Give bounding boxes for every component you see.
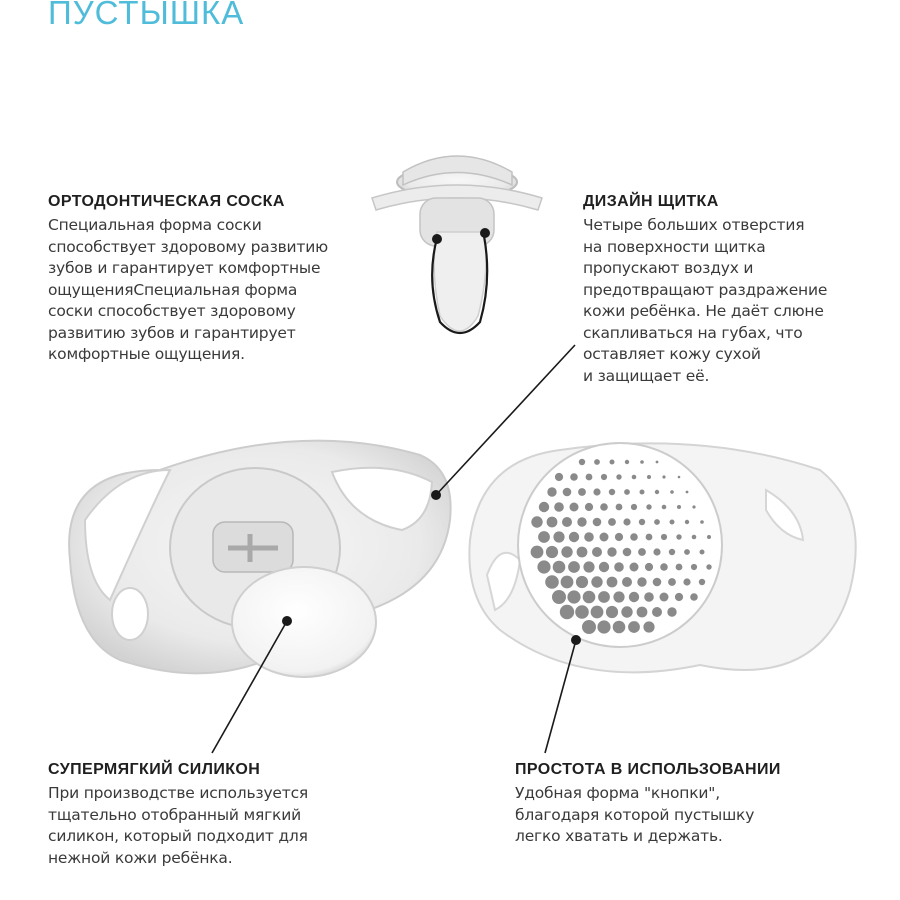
- dot-pattern-mark: [555, 473, 563, 481]
- dot-pattern-mark: [660, 563, 668, 571]
- dot-pattern-mark: [675, 593, 683, 601]
- dot-pattern-mark: [640, 490, 645, 495]
- dot-pattern-mark: [640, 460, 644, 464]
- dot-pattern-mark: [545, 575, 559, 589]
- dot-pattern-mark: [707, 535, 711, 539]
- dot-pattern-mark: [638, 548, 646, 556]
- dot-pattern-mark: [562, 517, 572, 527]
- dot-pattern-mark: [597, 620, 610, 633]
- feature-shield: [583, 193, 873, 387]
- feature-easy-use-text: Удобная форма "кнопки", благодаря которой пустышку легко хватать и держать.: [515, 784, 755, 845]
- dot-pattern-mark: [615, 533, 623, 541]
- feature-easy-use-heading: ПРОСТОТА В ИСПОЛЬЗОВАНИИ: [515, 761, 781, 778]
- dot-pattern-mark: [654, 519, 660, 525]
- dot-pattern-mark: [616, 474, 621, 479]
- dot-pattern-mark: [676, 564, 683, 571]
- dot-pattern-mark: [560, 605, 574, 619]
- dot-pattern-mark: [553, 531, 564, 542]
- dot-pattern-mark: [637, 607, 648, 618]
- dot-pattern-mark: [623, 518, 630, 525]
- dot-pattern-mark: [637, 577, 646, 586]
- dot-pattern-mark: [577, 517, 586, 526]
- dot-pattern-mark: [646, 504, 651, 509]
- pacifier-clear-front: [69, 441, 451, 677]
- dot-pattern-mark: [662, 505, 667, 510]
- dot-pattern-mark: [537, 560, 550, 573]
- dot-pattern-mark: [700, 520, 704, 524]
- dot-pattern-mark: [568, 561, 580, 573]
- dot-pattern-mark: [576, 576, 588, 588]
- feature-orthodontic-text: Специальная форма соски способствует здоровому развитию зубов и гарантирует комфортные ощущенияСпециальная форма соски способствует здоровому развитию зубов и гарантирует комфортные ощущения.: [48, 216, 328, 363]
- dot-pattern-mark: [652, 607, 662, 617]
- dot-pattern-mark: [647, 475, 651, 479]
- dot-pattern-mark: [653, 548, 660, 555]
- dot-pattern-mark: [623, 548, 632, 557]
- dot-pattern-mark: [655, 490, 659, 494]
- dot-pattern-mark: [539, 502, 549, 512]
- feature-silicone-heading: СУПЕРМЯГКИЙ СИЛИКОН: [48, 761, 261, 778]
- dot-pattern-mark: [591, 606, 604, 619]
- feature-shield-heading: ДИЗАЙН ЩИТКА: [583, 193, 719, 210]
- dot-pattern-mark: [607, 577, 618, 588]
- dot-pattern-mark: [554, 502, 564, 512]
- dot-pattern-mark: [690, 593, 698, 601]
- dot-pattern-mark: [613, 591, 624, 602]
- dot-pattern-mark: [644, 592, 654, 602]
- dot-pattern-mark: [575, 605, 589, 619]
- dot-pattern-mark: [531, 516, 542, 527]
- dot-pattern-mark: [686, 491, 689, 494]
- dot-pattern-mark: [670, 520, 675, 525]
- dot-pattern-mark: [700, 550, 705, 555]
- dot-pattern-mark: [684, 549, 690, 555]
- dot-pattern-mark: [594, 459, 600, 465]
- dot-pattern-mark: [569, 532, 579, 542]
- dot-pattern-mark: [583, 561, 594, 572]
- dot-pattern-mark: [645, 563, 653, 571]
- dot-pattern-mark: [592, 547, 602, 557]
- dot-pattern-mark: [629, 592, 639, 602]
- dot-pattern-mark: [598, 591, 610, 603]
- dot-pattern-mark: [685, 520, 689, 524]
- dot-pattern-mark: [646, 534, 653, 541]
- dot-pattern-mark: [661, 534, 667, 540]
- dot-pattern-mark: [610, 460, 615, 465]
- dot-pattern-mark: [578, 488, 586, 496]
- pacifier-dotted: [469, 443, 855, 672]
- dot-pattern-mark: [585, 503, 593, 511]
- dot-pattern-mark: [552, 590, 566, 604]
- feature-silicone: [48, 761, 378, 869]
- feature-easy-use: [515, 761, 875, 848]
- dot-pattern-mark: [678, 476, 681, 479]
- dot-pattern-mark: [546, 546, 558, 558]
- dot-pattern-mark: [632, 475, 637, 480]
- dot-pattern-mark: [583, 591, 596, 604]
- dot-pattern-mark: [531, 546, 544, 559]
- dot-pattern-mark: [621, 606, 632, 617]
- feature-orthodontic-heading: ОРТОДОНТИЧЕСКАЯ СОСКА: [48, 193, 285, 210]
- dot-pattern-mark: [563, 488, 572, 497]
- dot-pattern-mark: [570, 473, 578, 481]
- dot-pattern-mark: [599, 562, 609, 572]
- page-title: ПУСТЫШКА: [48, 0, 245, 31]
- dot-pattern-mark: [593, 518, 602, 527]
- dot-pattern-mark: [662, 475, 665, 478]
- dot-pattern-mark: [609, 489, 615, 495]
- dot-pattern-mark: [677, 505, 681, 509]
- dot-pattern-mark: [553, 561, 566, 574]
- dot-pattern-mark: [669, 549, 675, 555]
- dot-pattern-mark: [561, 576, 574, 589]
- dot-pattern-mark: [653, 578, 662, 587]
- dot-pattern-mark: [656, 461, 659, 464]
- dot-pattern-mark: [622, 577, 632, 587]
- dot-pattern-mark: [691, 564, 697, 570]
- dot-pattern-mark: [608, 518, 616, 526]
- dot-pattern-mark: [570, 503, 579, 512]
- dot-pattern-mark: [670, 490, 674, 494]
- dot-pattern-mark: [625, 460, 629, 464]
- dot-pattern-mark: [631, 504, 637, 510]
- dot-pattern-mark: [579, 459, 585, 465]
- dot-pattern-mark: [683, 578, 690, 585]
- dot-pattern-mark: [692, 505, 695, 508]
- dot-pattern-mark: [667, 607, 676, 616]
- dot-pattern-mark: [601, 474, 607, 480]
- dot-pattern-mark: [628, 621, 640, 633]
- feature-orthodontic: [48, 193, 378, 366]
- dot-pattern-mark: [567, 590, 580, 603]
- dot-pattern-mark: [600, 503, 608, 511]
- dot-pattern-mark: [547, 487, 556, 496]
- dot-pattern-mark: [630, 533, 638, 541]
- dot-pattern-mark: [584, 532, 594, 542]
- dot-pattern-mark: [616, 504, 623, 511]
- dot-pattern-mark: [676, 534, 681, 539]
- dot-pattern-mark: [624, 489, 630, 495]
- dot-pattern-mark: [699, 579, 705, 585]
- feature-shield-text: Четыре больших отверстия на поверхности щитка пропускают воздух и предотвращают раздражение кожи ребёнка. Не даёт слюне скапливаться на губах, что оставляет кожу сухой и защищает её.: [583, 216, 828, 385]
- dot-pattern-mark: [643, 621, 654, 632]
- dot-pattern-mark: [538, 531, 550, 543]
- dot-pattern-mark: [586, 474, 593, 481]
- dot-pattern-mark: [607, 547, 616, 556]
- pacifier-side-view: [372, 156, 542, 333]
- dot-pattern-mark: [577, 547, 588, 558]
- dot-pattern-mark: [591, 576, 602, 587]
- dot-pattern-mark: [561, 546, 572, 557]
- dot-pattern-mark: [582, 620, 596, 634]
- dot-pattern-mark: [613, 621, 626, 634]
- dot-pattern-mark: [630, 563, 639, 572]
- dot-pattern-mark: [606, 606, 618, 618]
- dot-pattern-mark: [692, 535, 697, 540]
- dot-pattern-mark: [668, 578, 676, 586]
- dot-pattern-mark: [547, 517, 558, 528]
- dot-pattern-mark: [614, 562, 624, 572]
- dot-pattern-mark: [660, 593, 669, 602]
- dot-pattern-mark: [593, 488, 600, 495]
- dot-pattern-mark: [639, 519, 645, 525]
- dot-pattern-mark: [706, 564, 711, 569]
- dot-pattern-mark: [600, 533, 609, 542]
- feature-silicone-text: При производстве используется тщательно отобранный мягкий силикон, который подходит для нежной кожи ребёнка.: [48, 784, 309, 867]
